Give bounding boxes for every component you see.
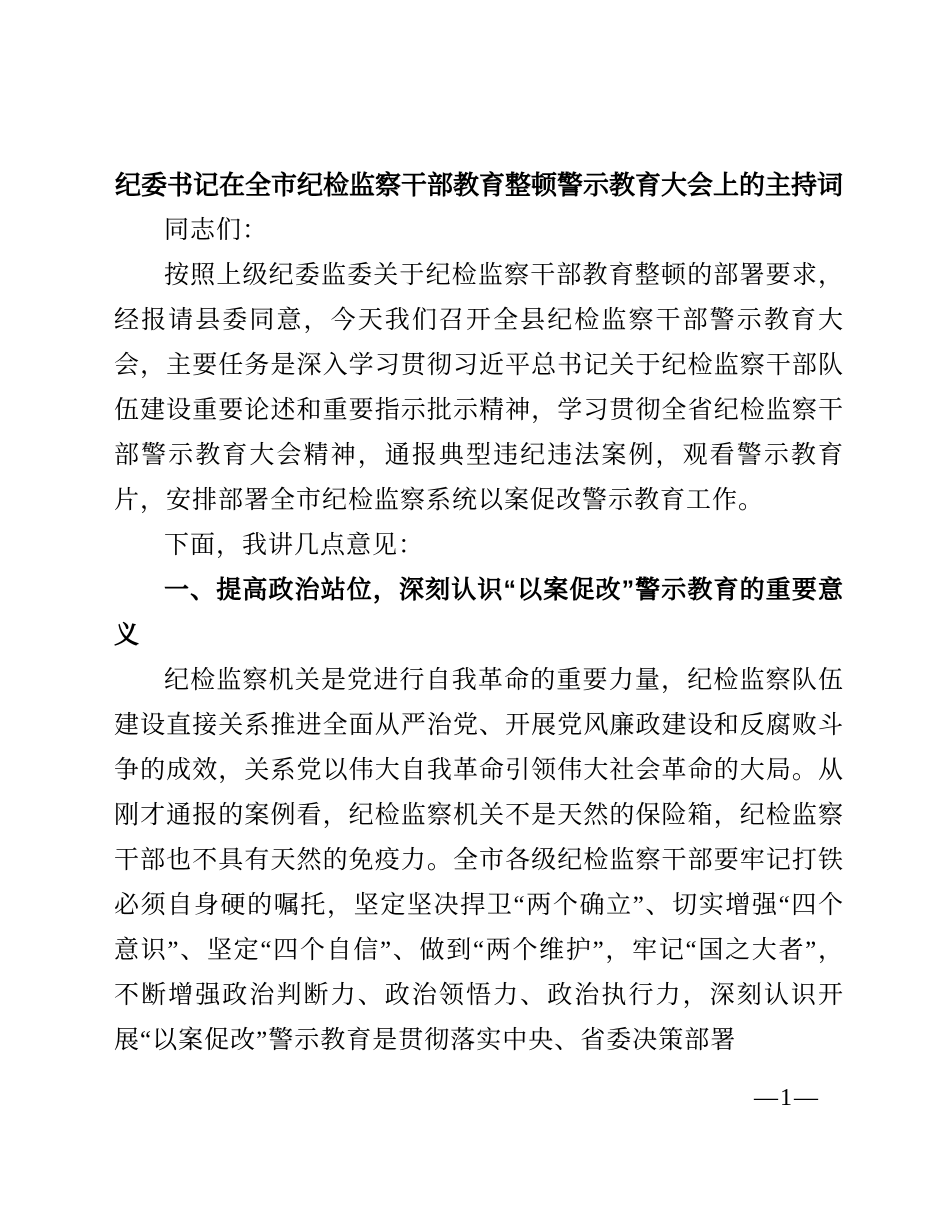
document-title: 纪委书记在全市纪检监察干部教育整顿警示教育大会上的主持词 xyxy=(114,171,843,200)
paragraph-section-1-body: 纪检监察机关是党进行自我革命的重要力量，纪检监察队伍建设直接关系推进全面从严治党、开展党风廉政建设和反腐败斗争的成效，关系党以伟大自我革命引领伟大社会革命的大局。从刚才通报的案例看，纪检监察机关不是天然的保险箱，纪检监察干部也不具有天然的免疫力。全市各级纪检监察干部要牢记打铁必须自身硬的嘱托，坚定坚决捍卫“两个确立”、切实增强“四个意识”、坚定“四个自信”、做到“两个维护”，牢记“国之大者”，不断增强政治判断力、政治领悟力、政治执行力，深刻认识开展“以案促改”警示教育是贯彻落实中央、省委决策部署 xyxy=(114,667,844,1054)
paragraph-salutation: 同志们： xyxy=(164,217,269,244)
paragraph-transition: 下面，我讲几点意见： xyxy=(164,532,425,559)
paragraph-opening: 按照上级纪委监委关于纪检监察干部教育整顿的部署要求，经报请县委同意，今天我们召开全县纪检监察干部警示教育大会，主要任务是深入学习贯彻习近平总书记关于纪检监察干部队伍建设重要论述和重要指示批示精神，学习贯彻全省纪检监察干部警示教育大会精神，通报典型违纪违法案例，观看警示教育片，安排部署全市纪检监察系统以案促改警示教育工作。 xyxy=(114,262,844,514)
section-heading-1: 一、提高政治站位，深刻认识“以案促改”警示教育的重要意义 xyxy=(114,576,844,649)
page-number: —1— xyxy=(754,1085,820,1111)
document-content xyxy=(114,163,844,1063)
